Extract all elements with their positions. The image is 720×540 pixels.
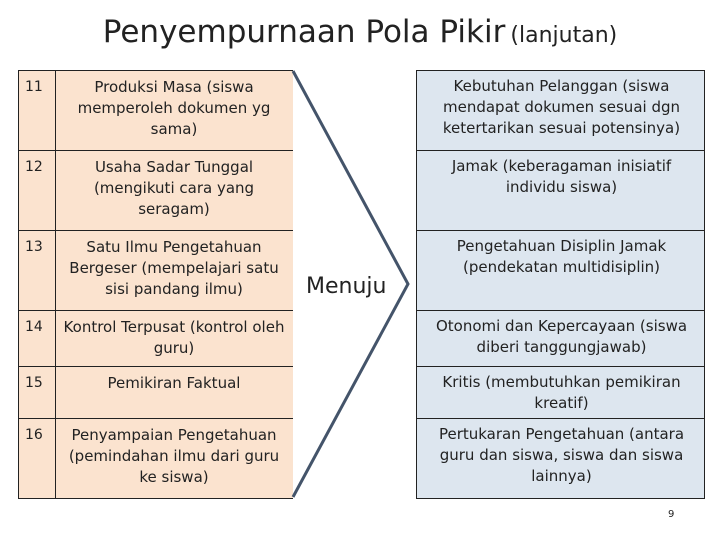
from-text: Pemikiran Faktual <box>107 374 241 392</box>
from-text: Produksi Masa (siswa memperoleh dokumen yg sama) <box>77 78 271 138</box>
row-number: 15 <box>25 375 43 391</box>
to-text: Otonomi dan Kepercayaan (siswa diberi tanggungjawab) <box>435 317 688 356</box>
title-main: Penyempurnaan Pola Pikir <box>102 14 506 50</box>
to-row-11 <box>417 71 704 150</box>
to-text: Pertukaran Pengetahuan (antara guru dan siswa, siswa dan siswa lainnya) <box>438 425 685 485</box>
row-number: 13 <box>25 239 43 255</box>
to-text: Kritis (membutuhkan pemikiran kreatif) <box>442 373 681 412</box>
from-text: Satu Ilmu Pengetahuan Bergeser (mempelajari satu sisi pandang ilmu) <box>69 238 279 298</box>
row-number: 14 <box>25 319 43 335</box>
row-number: 12 <box>25 159 43 175</box>
to-row-16 <box>417 419 704 498</box>
from-text: Usaha Sadar Tunggal (mengikuti cara yang seragam) <box>93 158 255 218</box>
to-text: Jamak (keberagaman inisiatif individu siswa) <box>451 157 672 196</box>
from-text: Kontrol Terpusat (kontrol oleh guru) <box>63 318 285 357</box>
to-row-12 <box>417 151 704 230</box>
page-number: 9 <box>668 509 675 520</box>
to-row-15 <box>417 367 704 418</box>
row-number: 16 <box>25 427 43 443</box>
to-row-13 <box>417 231 704 310</box>
to-row-14 <box>417 311 704 366</box>
from-text: Penyampaian Pengetahuan (pemindahan ilmu dari guru ke siswa) <box>68 426 280 486</box>
connector-label: Menuju <box>306 274 387 299</box>
title-sub: (lanjutan) <box>510 23 618 48</box>
to-text: Kebutuhan Pelanggan (siswa mendapat dokumen sesuai dgn ketertarikan sesuai potensinya) <box>442 77 681 137</box>
to-column <box>416 70 705 499</box>
row-number: 11 <box>25 79 43 95</box>
to-text: Pengetahuan Disiplin Jamak (pendekatan multidisiplin) <box>456 237 667 276</box>
